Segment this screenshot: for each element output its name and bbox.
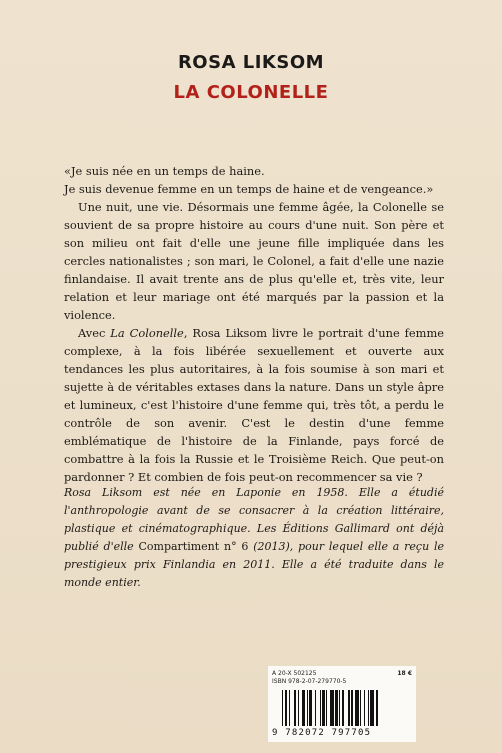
barcode-stripe bbox=[351, 690, 354, 726]
author-bio-paragraph bbox=[64, 484, 444, 592]
barcode-stripe bbox=[376, 690, 379, 726]
barcode-digits: 9 782072 797705 bbox=[272, 728, 372, 738]
barcode-stripe bbox=[294, 690, 297, 726]
barcode-stripe bbox=[322, 690, 325, 726]
barcode-stripe bbox=[339, 690, 340, 726]
barcode-meta-row bbox=[272, 670, 412, 678]
book-title: LA COLONELLE bbox=[173, 82, 329, 103]
summary-p2-title: La Colonelle bbox=[110, 326, 184, 340]
barcode-stripe bbox=[342, 690, 345, 726]
barcode-stripe bbox=[370, 690, 374, 726]
summary-paragraph-1: Une nuit, une vie. Désormais une femme âgée, la Colonelle se souvient de sa propre histoire au cours d'une nuit. Son père et son milieu ont fait d'elle une jeune fille impliquée dans les cercles nationalistes ; son mari, le Colonel, a fait d'elle une nazie finlandaise. Il avait trente ans de plus qu'elle et, très vite, leur relation et leur mariage ont été marqués par la passion et la violence. bbox=[64, 200, 444, 322]
barcode-stripe bbox=[298, 690, 299, 726]
barcode-bars bbox=[282, 690, 408, 726]
summary-p2-start: Avec bbox=[78, 326, 111, 340]
barcode-meta bbox=[272, 670, 412, 686]
barcode-stripe bbox=[360, 690, 361, 726]
barcode-stripe bbox=[320, 690, 321, 726]
quote-line-1: «Je suis née en un temps de haine. bbox=[64, 164, 265, 178]
barcode-stripe bbox=[307, 690, 308, 726]
barcode-stripe bbox=[302, 690, 306, 726]
author-name: ROSA LIKSOM bbox=[177, 52, 325, 73]
barcode-stripe bbox=[309, 690, 312, 726]
barcode-stripe bbox=[364, 690, 365, 726]
author-bio bbox=[64, 484, 444, 592]
bio-start: Rosa Liksom est née en Laponie en 1958. Elle a étudié l'anthropologie avant de se consacrer à la création littéraire, plastique et cinématographique. Les Éditions Gallimard ont déjà publié d'elle bbox=[64, 486, 444, 553]
summary-p2-rest: , Rosa Liksom livre le portrait d'une femme complexe, à la fois libérée sexuellement et ouverte aux tendances les plus autoritaires, à la fois soumise à son mari et sujette à de véritables extases dans la nature. Dans un style âpre et lumineux, c'est l'histoire d'une femme qui, très tôt, a perdu le contrôle de son avenir. C'est le destin d'une femme emblématique de l'histoire de la Finlande, pays forcé de combattre à la fois la Russie et le Troisième Reich. Que peut-on pardonner ? Et combien de fois peut-on recommencer sa vie ? bbox=[64, 326, 444, 484]
isbn: ISBN 978-2-07-279770-5 bbox=[272, 678, 347, 685]
barcode-stripe bbox=[282, 690, 283, 726]
barcode-stripe bbox=[315, 690, 316, 726]
barcode-stripe bbox=[330, 690, 334, 726]
summary-paragraph-2 bbox=[64, 324, 444, 486]
epigraph-quote bbox=[64, 162, 444, 198]
price: 18 € bbox=[397, 670, 412, 677]
quote-line-2: Je suis devenue femme en un temps de haine et de vengeance.» bbox=[64, 182, 434, 196]
bio-end: (2013), pour lequel elle a reçu le prestigieux prix Finlandia en 2011. Elle a été traduite dans le monde entier. bbox=[64, 540, 444, 589]
barcode-stripe bbox=[368, 690, 369, 726]
barcode-stripe bbox=[355, 690, 359, 726]
barcode-stripe bbox=[326, 690, 327, 726]
barcode-stripe bbox=[348, 690, 349, 726]
barcode-stripe bbox=[289, 690, 290, 726]
product-code: A 20-X 502125 bbox=[272, 670, 317, 677]
barcode-stripe bbox=[335, 690, 338, 726]
barcode-stripe bbox=[285, 690, 288, 726]
summary-text bbox=[64, 198, 444, 486]
bio-work-title: Compartiment n° 6 bbox=[138, 540, 249, 553]
